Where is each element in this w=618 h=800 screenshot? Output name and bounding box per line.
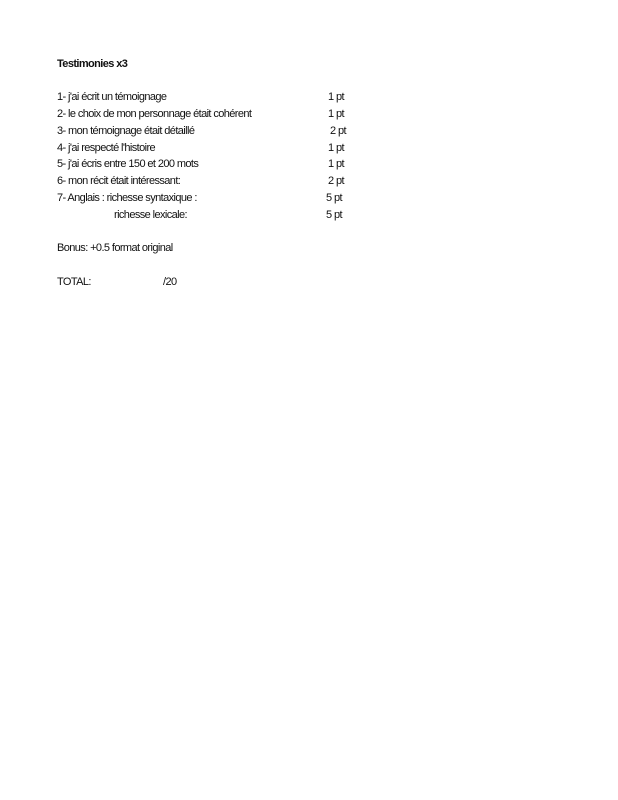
criterion-1-label: 1- j'ai écrit un témoignage [57, 91, 167, 103]
criterion-4-points: 1 pt [328, 142, 344, 154]
criterion-7-points: 5 pt [326, 192, 342, 204]
bonus-line: Bonus: +0.5 format original [57, 242, 173, 254]
total-label: TOTAL: [57, 276, 91, 288]
criterion-5-label: 5- j'ai écris entre 150 et 200 mots [57, 158, 199, 170]
criterion-1-points: 1 pt [328, 91, 344, 103]
criterion-7b-label: richesse lexicale: [114, 209, 187, 221]
criterion-2-points: 1 pt [328, 108, 344, 120]
criterion-2-label: 2- le choix de mon personnage était cohérent [57, 108, 252, 120]
criterion-7-label: 7- Anglais : richesse syntaxique : [57, 192, 197, 204]
criterion-6-label: 6- mon récit était intéressant: [57, 175, 181, 187]
criterion-6-points: 2 pt [328, 175, 344, 187]
criterion-3-points: 2 pt [330, 125, 346, 137]
criterion-5-points: 1 pt [328, 158, 344, 170]
document-title: Testimonies x3 [57, 58, 128, 70]
criterion-4-label: 4- j'ai respecté l'histoire [57, 142, 156, 154]
criterion-7b-points: 5 pt [326, 209, 342, 221]
total-value: /20 [163, 276, 177, 288]
criterion-3-label: 3- mon témoignage était détaillé [57, 125, 195, 137]
